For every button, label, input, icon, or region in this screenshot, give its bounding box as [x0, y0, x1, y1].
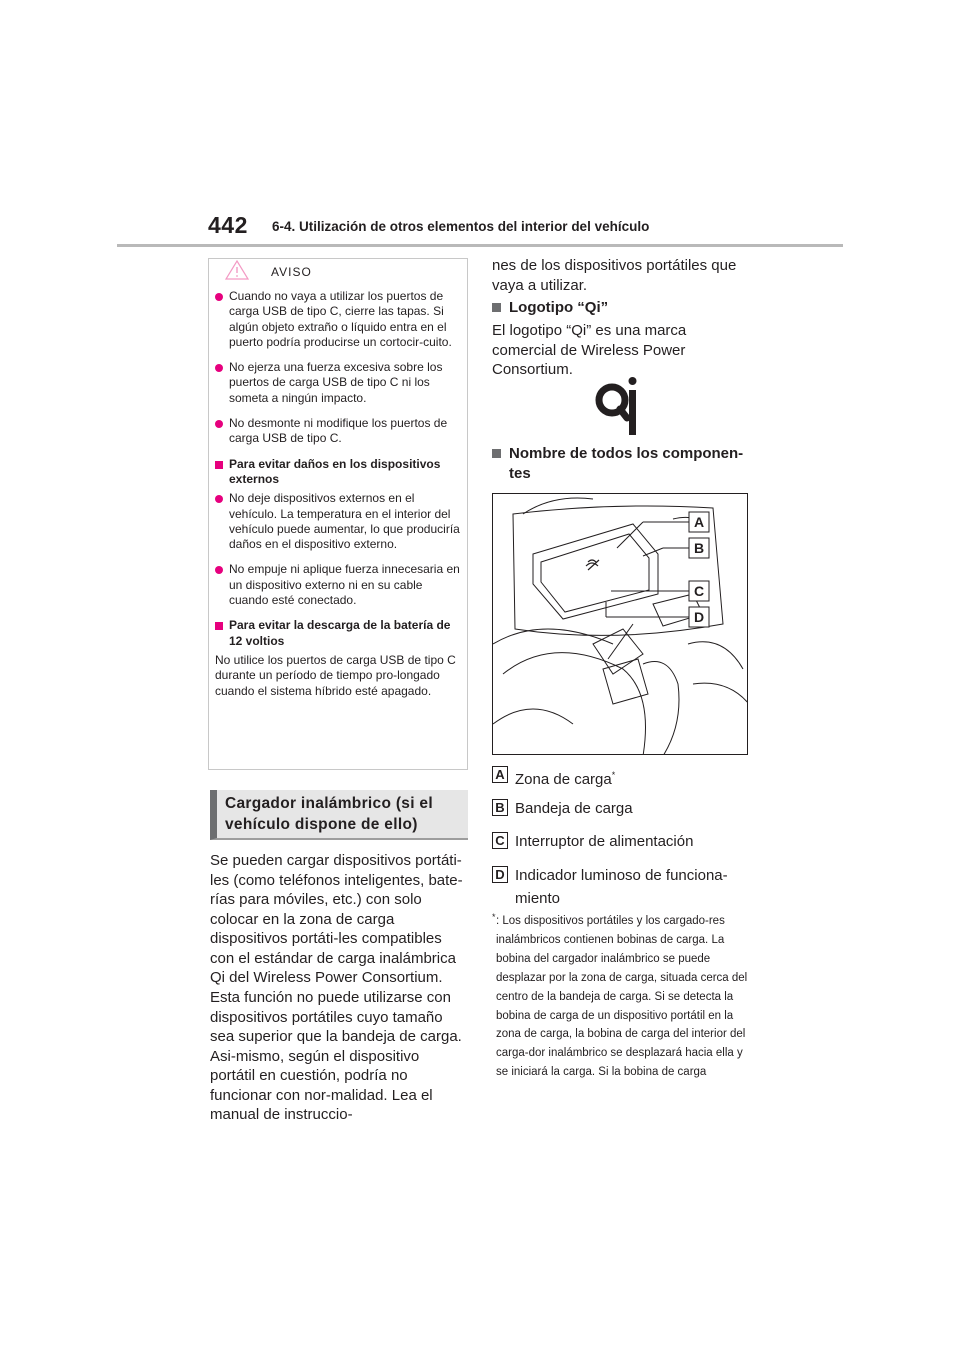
- charger-console-drawing: [493, 494, 748, 755]
- aviso-plain-text: No utilice los puertos de carga USB de tipo C durante un período de tiempo pro-longado cuando el sistema híbrido esté apagado.: [215, 652, 456, 698]
- footnote-marker: *: [492, 912, 496, 922]
- bullet-icon: [215, 420, 223, 428]
- callout-label: Zona de carga: [515, 771, 612, 788]
- callout-letter-badge: C: [492, 832, 508, 849]
- square-bullet-icon: [492, 449, 501, 458]
- callout-letter-badge: D: [492, 866, 508, 883]
- section-heading-box: [210, 790, 468, 840]
- callout-label: Indicador luminoso de funciona-: [515, 867, 728, 884]
- svg-text:A: A: [694, 514, 705, 530]
- aviso-item: No empuje ni aplique fuerza innecesaria en un dispositivo externo ni en su cable cuando esté conectado.: [215, 562, 463, 608]
- footnote: [492, 912, 752, 1082]
- limitation-paragraph-continued: nes de los dispositivos portátiles que vaya a utilizar.: [492, 257, 737, 294]
- footnote-text: : Los dispositivos portátiles y los cargado-res inalámbricos contienen bobinas de carga. La bobina del cargador inalámbrico se puede desplazar por la zona de carga, situada cerca del centro de la bandeja de carga. Si se detecta la bobina de carga de un dispositivo portátil en la zona de carga, la bobina de carga del interior del carga-dor inalámbrico se desplazará hacia ella y se iniciará la carga. Si la bobina de carga: [496, 915, 748, 1079]
- aviso-item: Cuando no vaya a utilizar los puertos de carga USB de tipo C, cierre las tapas. Si algún objeto extraño o líquido entra en el puerto podría producirse un cortocir-cuito.: [215, 289, 463, 350]
- callout-d-continued: miento: [515, 890, 561, 907]
- chapter-section-title: 6-4. Utilización de otros elementos del interior del vehículo: [272, 219, 650, 234]
- callout-letter-badge: A: [492, 766, 508, 783]
- bullet-icon: [215, 364, 223, 372]
- callout-label: Bandeja de carga: [515, 800, 633, 817]
- wireless-charger-illustration: [492, 493, 748, 755]
- bullet-icon: [215, 293, 223, 301]
- square-bullet-icon: [215, 622, 223, 630]
- aviso-label: AVISO: [271, 265, 312, 279]
- aviso-subheading: Para evitar la descarga de la batería de 12 voltios: [215, 618, 463, 649]
- aviso-item: No deje dispositivos externos en el vehículo. La temperatura en el interior del vehículo puede aumentar, lo que produciría daños en el dispositivo externo.: [215, 491, 463, 552]
- aviso-subheading: Para evitar daños en los dispositivos externos: [215, 457, 463, 488]
- page-number: 442: [208, 212, 248, 238]
- bullet-icon: [215, 495, 223, 503]
- callout-letter-badge: B: [492, 799, 508, 816]
- intro-paragraph: Se pueden cargar dispositivos portáti-les (como teléfonos inteligentes, bate-rías para móviles, etc.) con solo colocar en la zona de carga dispositivos portáti-les compatibles con el estándar de carga inalámbrica Qi del Wireless Power Consortium.: [210, 852, 463, 986]
- qi-logo-text: El logotipo “Qi” es una marca comercial de Wireless Power Consortium.: [492, 322, 687, 378]
- aviso-item: No ejerza una fuerza excesiva sobre los puertos de carga USB de tipo C ni los someta a ningún impacto.: [215, 360, 463, 406]
- warning-triangle-icon: [225, 260, 249, 280]
- svg-text:D: D: [694, 609, 705, 625]
- square-bullet-icon: [492, 303, 501, 312]
- svg-text:B: B: [694, 540, 705, 556]
- svg-text:C: C: [694, 583, 705, 599]
- footnote-marker: *: [611, 770, 616, 780]
- square-bullet-icon: [215, 461, 223, 469]
- bullet-icon: [215, 566, 223, 574]
- callout-label: Interruptor de alimentación: [515, 833, 694, 850]
- aviso-warning-box: [208, 258, 468, 770]
- aviso-body: [215, 289, 463, 699]
- section-heading: Cargador inalámbrico (si el vehículo dispone de ello): [225, 795, 433, 833]
- header-divider: [117, 244, 843, 247]
- aviso-header: [209, 259, 467, 281]
- limitation-paragraph: Esta función no puede utilizarse con dispositivos portátiles cuyo tamaño sea superior que la bandeja de carga. Asi-mismo, según el dispositivo portátil en cuestión, podría no funcionar con nor-malidad. Lea el manual de instruccio-: [210, 989, 462, 1123]
- qi-logo-icon: [592, 376, 644, 438]
- aviso-item: No desmonte ni modifique los puertos de carga USB de tipo C.: [215, 416, 463, 447]
